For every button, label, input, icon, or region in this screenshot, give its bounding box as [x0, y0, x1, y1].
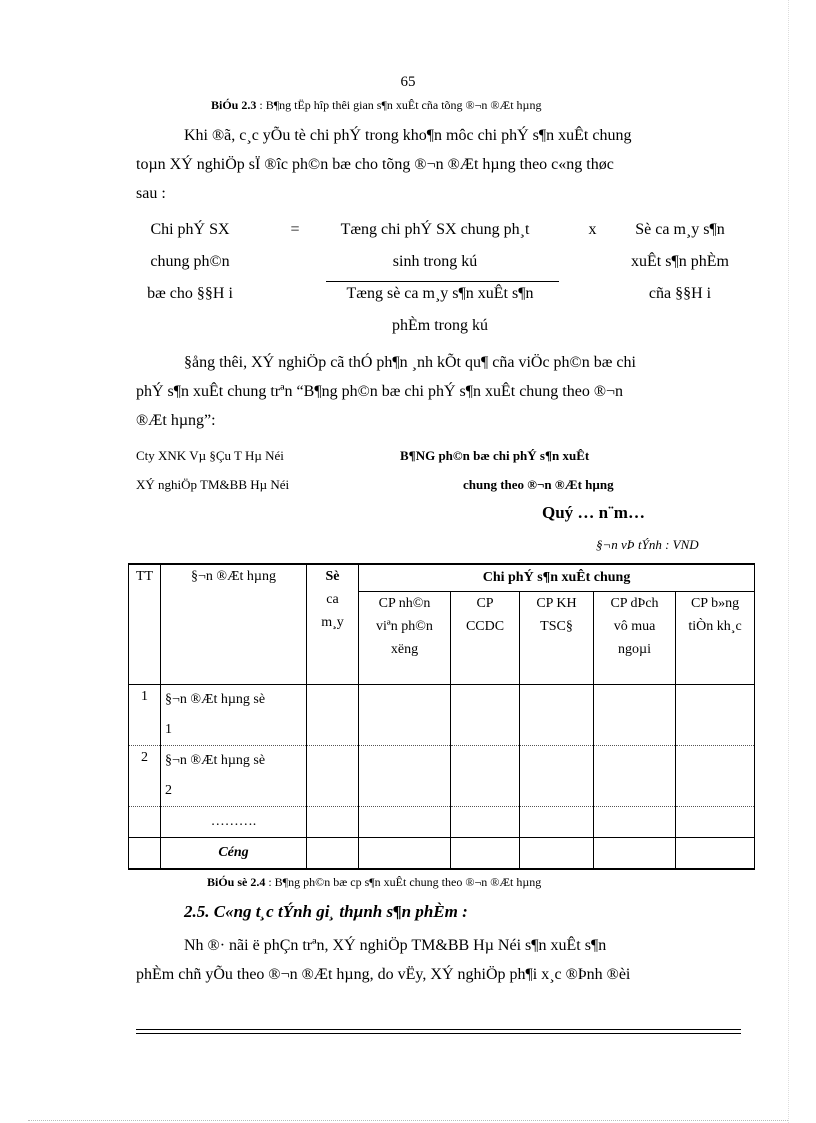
- footer-rule-bottom: [136, 1033, 741, 1034]
- page-edge-guide: [788, 0, 789, 1123]
- row-1-cp-staff: [359, 685, 451, 746]
- total-tt: [129, 838, 161, 870]
- row-2-cp-depreciation: [520, 746, 594, 807]
- formula-rhs-2: xuÊt s¶n phÈm: [631, 253, 729, 270]
- formula-rhs-3: cña §§H i: [648, 285, 712, 302]
- formula-lhs-2: chung ph©n: [150, 253, 230, 270]
- row-3-tt: [129, 807, 161, 838]
- row-3-order: ……….: [161, 807, 307, 838]
- header-cp-depreciation: CP KH TSC§: [520, 592, 594, 685]
- row-2-order: §¬n ®Æt hµng sè 2: [161, 746, 307, 807]
- para1-line2: toµn XÝ nghiÖp sÏ ®îc ph©n bæ cho tõng ®¬n ®Æt hµng theo c«ng thøc: [136, 156, 614, 173]
- header-cp-staff: CP nh©n viªn ph©n xëng: [359, 592, 451, 685]
- company-name: Cty XNK Vµ §Çu T Hµ Néi: [136, 448, 284, 463]
- formula-equals: =: [290, 221, 300, 238]
- table-row: [129, 746, 755, 807]
- row-2-cp-staff: [359, 746, 451, 807]
- fraction-bar: [326, 281, 559, 282]
- section-heading: 2.5. C«ng t¸c tÝnh gi¸ thµnh s¶n phÈm :: [184, 902, 468, 921]
- caption-top: [211, 98, 541, 113]
- quarter-year: Quý … n¨m…: [542, 503, 645, 522]
- page-bottom-guide: [28, 1120, 788, 1121]
- para3-line2: phÈm chñ yÕu theo ®¬n ®Æt hµng, do vËy, XÝ nghiÖp ph¶i x¸c ®Þnh ®èi: [136, 966, 631, 983]
- row-2-shifts: [307, 746, 359, 807]
- table-row: [129, 685, 755, 746]
- header-cp-services: CP dÞch vô mua ngoµi: [594, 592, 676, 685]
- currency-unit: §¬n vÞ tÝnh : VND: [596, 537, 699, 552]
- table-title-line2: chung theo ®¬n ®Æt hµng: [463, 477, 614, 492]
- caption-top-text: : B¶ng tËp hîp thêi gian s¶n xuÊt cña tõng ®¬n ®Æt hµng: [256, 98, 542, 112]
- formula-denominator-1: Tæng sè ca m¸y s¶n xuÊt s¶n: [346, 285, 534, 302]
- row-2-tt: 2: [129, 746, 161, 807]
- header-tt: TT: [129, 564, 161, 685]
- para2-line2: phÝ s¶n xuÊt chung trªn “B¶ng ph©n bæ chi phÝ s¶n xuÊt chung theo ®¬n: [136, 383, 624, 400]
- table-row-total: [129, 838, 755, 870]
- caption-bottom-text: : B¶ng ph©n bæ cp s¶n xuÊt chung theo ®¬n ®Æt hµng: [265, 875, 542, 889]
- row-2-cp-tools: [451, 746, 520, 807]
- header-order: §¬n ®Æt hµng: [161, 564, 307, 685]
- page-number: 65: [400, 74, 416, 90]
- formula-numerator-2: sinh trong kú: [392, 253, 478, 270]
- row-1-order: §¬n ®Æt hµng sè 1: [161, 685, 307, 746]
- allocation-table: [128, 563, 755, 870]
- formula-denominator-2: phÈm trong kú: [392, 317, 488, 334]
- caption-bottom: [207, 875, 541, 890]
- caption-bottom-label: BiÓu sè 2.4: [207, 875, 266, 889]
- paragraph-2: [136, 348, 740, 435]
- para1-line3: sau :: [136, 185, 166, 202]
- header-cp-tools: CP CCDC: [451, 592, 520, 685]
- row-2-cp-services: [594, 746, 676, 807]
- formula-times: x: [588, 221, 597, 238]
- header-cp-other-cash: CP b»ng tiÒn kh¸c: [676, 592, 755, 685]
- caption-top-label: BiÓu 2.3: [211, 98, 257, 112]
- footer-rule-top: [136, 1029, 741, 1030]
- paragraph-3: [136, 931, 740, 989]
- para1-line1: Khi ®ã, c¸c yÕu tè chi phÝ trong kho¶n môc chi phÝ s¶n xuÊt chung: [184, 127, 632, 144]
- header-group-general-cost: Chi phÝ s¶n xuÊt chung: [359, 564, 755, 592]
- row-1-cp-depreciation: [520, 685, 594, 746]
- row-1-tt: 1: [129, 685, 161, 746]
- row-1-cp-services: [594, 685, 676, 746]
- row-1-cp-other: [676, 685, 755, 746]
- table-row: [129, 807, 755, 838]
- formula-numerator-1: Tæng chi phÝ SX chung ph¸t: [340, 221, 530, 238]
- row-1-shifts: [307, 685, 359, 746]
- paragraph-1: [136, 121, 740, 208]
- enterprise-name: XÝ nghiÖp TM&BB Hµ Néi: [136, 477, 290, 492]
- para2-line1: §ång thêi, XÝ nghiÖp cã thÓ ph¶n ¸nh kÕt qu¶ cña viÖc ph©n bæ chi: [184, 354, 636, 371]
- row-2-cp-other: [676, 746, 755, 807]
- row-1-cp-tools: [451, 685, 520, 746]
- header-shifts: Sè ca m¸y: [307, 564, 359, 685]
- para2-line3: ®Æt hµng”:: [136, 412, 216, 429]
- para3-line1: Nh ®· nãi ë phÇn trªn, XÝ nghiÖp TM&BB Hµ Néi s¶n xuÊt s¶n: [184, 937, 607, 954]
- formula-lhs-3: bæ cho §§H i: [147, 285, 233, 302]
- formula-rhs-1: Sè ca m¸y s¶n: [635, 221, 725, 238]
- total-label: Céng: [161, 838, 307, 870]
- table-title-line1: B¶NG ph©n bæ chi phÝ s¶n xuÊt: [400, 448, 590, 463]
- formula-lhs-1: Chi phÝ SX: [150, 221, 230, 238]
